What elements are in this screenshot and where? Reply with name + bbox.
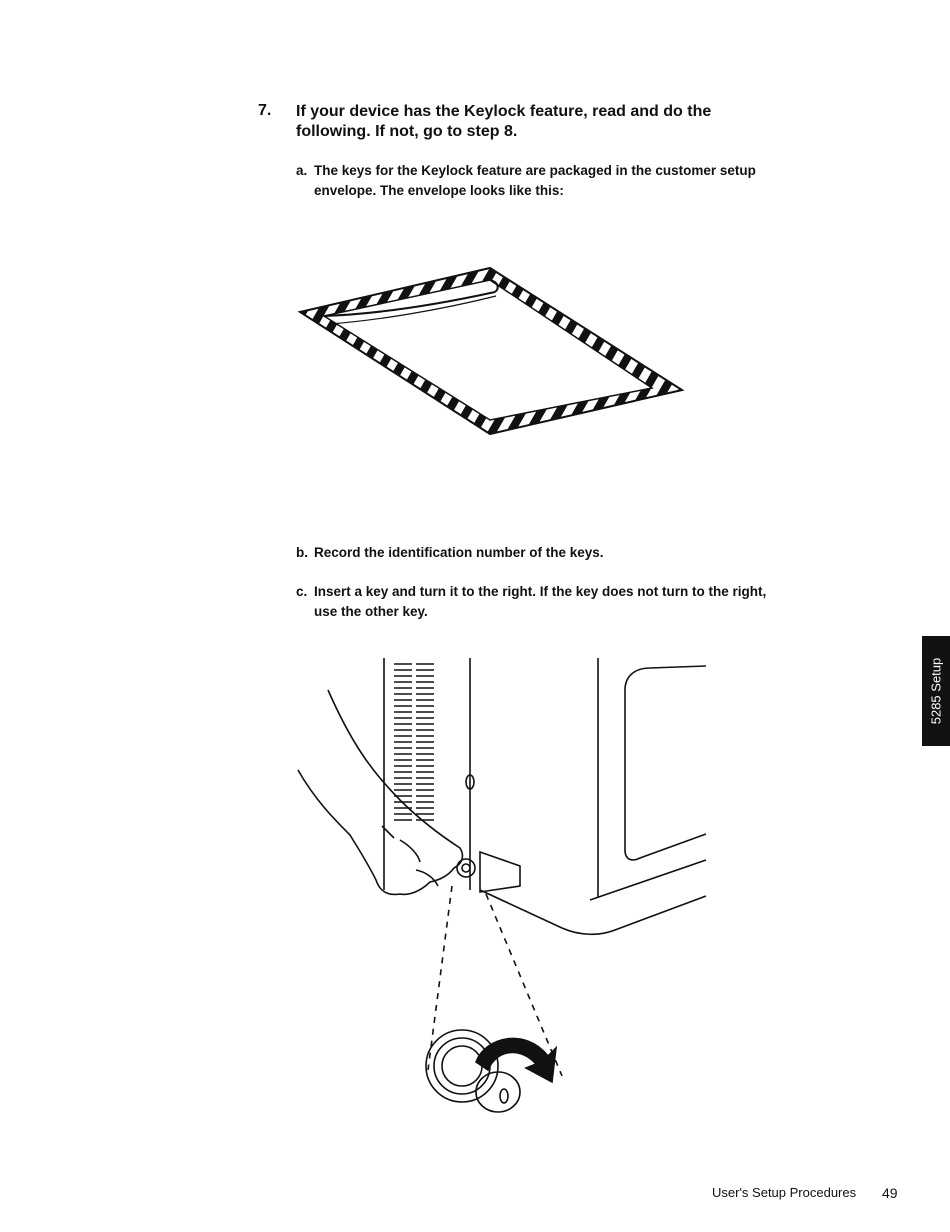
substep-label: b.	[296, 545, 308, 560]
substep-a	[296, 161, 776, 201]
step-instruction: If your device has the Keylock feature, read and do the following. If not, go to step 8.	[296, 103, 712, 140]
page-number: 49	[882, 1185, 898, 1201]
vent-grille	[394, 664, 434, 820]
section-tab	[922, 636, 950, 746]
section-tab-label: 5285 Setup	[928, 657, 944, 725]
step-number: 7.	[258, 102, 272, 119]
substep-c	[296, 582, 776, 622]
substep-text: Record the identification number of the keys.	[314, 545, 604, 560]
substep-text: The keys for the Keylock feature are packaged in the customer setup envelope. The envelope looks like this:	[314, 163, 756, 198]
hand-outline	[298, 690, 462, 894]
substep-text: Insert a key and turn it to the right. If the key does not turn to the right, use the other key.	[314, 584, 767, 619]
substep-label: c.	[296, 584, 308, 599]
lock-closeup	[426, 1030, 556, 1112]
substep-label: a.	[296, 163, 308, 178]
envelope-illustration	[290, 262, 690, 442]
keylock-illustration	[290, 650, 710, 1120]
footer-title: User's Setup Procedures	[712, 1185, 857, 1200]
substep-b	[296, 543, 776, 563]
